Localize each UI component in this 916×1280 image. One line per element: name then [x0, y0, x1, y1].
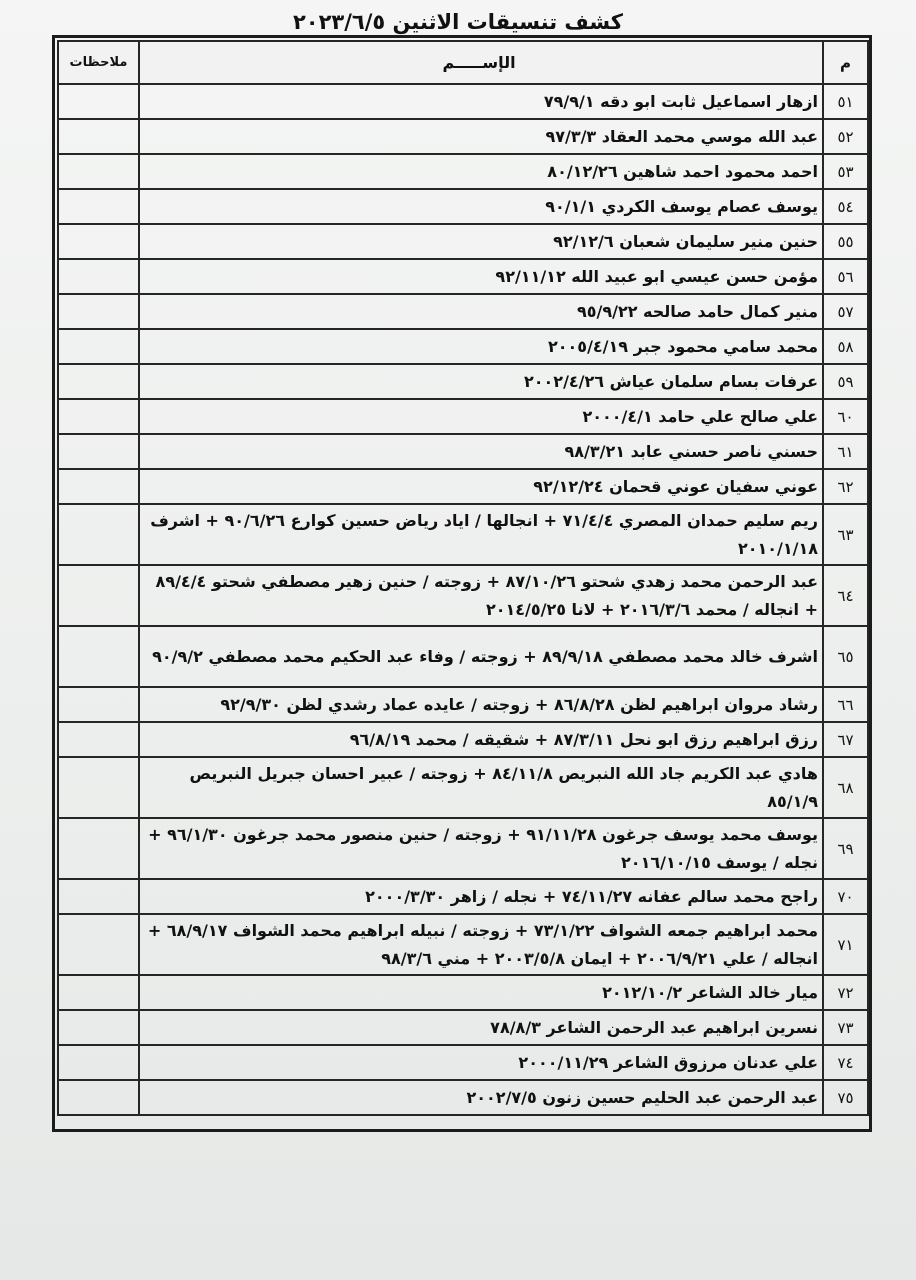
row-notes [58, 757, 139, 818]
row-name: حنين منير سليمان شعبان ٩٢/١٢/٦ [139, 224, 823, 259]
row-notes [58, 364, 139, 399]
row-notes [58, 329, 139, 364]
row-name: نسرين ابراهيم عبد الرحمن الشاعر ٧٨/٨/٣ [139, 1010, 823, 1045]
table-row [58, 626, 868, 687]
row-number: ٧٣ [823, 1010, 868, 1045]
header-name: الإســـــم [139, 41, 823, 84]
row-notes [58, 119, 139, 154]
table-row [58, 434, 868, 469]
row-notes [58, 84, 139, 119]
row-number: ٥١ [823, 84, 868, 119]
table-row [58, 1080, 868, 1115]
table-row [58, 294, 868, 329]
table-row [58, 364, 868, 399]
table-row [58, 84, 868, 119]
row-name: يوسف عصام يوسف الكردي ٩٠/١/١ [139, 189, 823, 224]
row-notes [58, 294, 139, 329]
row-name: ميار خالد الشاعر ٢٠١٢/١٠/٢ [139, 975, 823, 1010]
row-number: ٦٠ [823, 399, 868, 434]
row-name: علي عدنان مرزوق الشاعر ٢٠٠٠/١١/٢٩ [139, 1045, 823, 1080]
row-name: اشرف خالد محمد مصطفي ٨٩/٩/١٨ + زوجته / وفاء عبد الحكيم محمد مصطفي ٩٠/٩/٢ [139, 626, 823, 687]
row-number: ٥٥ [823, 224, 868, 259]
row-name: راجح محمد سالم عفانه ٧٤/١١/٢٧ + نجله / زاهر ٢٠٠٠/٣/٣٠ [139, 879, 823, 914]
row-notes [58, 914, 139, 975]
table-row [58, 818, 868, 879]
row-name: حسني ناصر حسني عابد ٩٨/٣/٢١ [139, 434, 823, 469]
row-notes [58, 189, 139, 224]
table-header-row [58, 41, 868, 84]
row-notes [58, 565, 139, 626]
table-row [58, 757, 868, 818]
table-row [58, 914, 868, 975]
row-notes [58, 879, 139, 914]
row-notes [58, 399, 139, 434]
row-notes [58, 722, 139, 757]
row-name: عرفات بسام سلمان عياش ٢٠٠٢/٤/٢٦ [139, 364, 823, 399]
row-name: رشاد مروان ابراهيم لظن ٨٦/٨/٢٨ + زوجته / عايده عماد رشدي لظن ٩٢/٩/٣٠ [139, 687, 823, 722]
row-notes [58, 687, 139, 722]
table-row [58, 1010, 868, 1045]
table-row [58, 399, 868, 434]
row-number: ٧١ [823, 914, 868, 975]
row-number: ٦٩ [823, 818, 868, 879]
table-row [58, 975, 868, 1010]
row-number: ٦٢ [823, 469, 868, 504]
row-number: ٦١ [823, 434, 868, 469]
table-row [58, 189, 868, 224]
row-name: عوني سفيان عوني قحمان ٩٢/١٢/٢٤ [139, 469, 823, 504]
header-notes: ملاحظات [58, 41, 139, 84]
page-title: كشف تنسيقات الاثنين ٢٠٢٣/٦/٥ [292, 10, 624, 34]
row-notes [58, 1045, 139, 1080]
row-number: ٥٩ [823, 364, 868, 399]
row-number: ٦٥ [823, 626, 868, 687]
row-name: علي صالح علي حامد ٢٠٠٠/٤/١ [139, 399, 823, 434]
table-row [58, 879, 868, 914]
header-num: م [823, 41, 868, 84]
row-name: عبد الرحمن محمد زهدي شحتو ٨٧/١٠/٢٦ + زوجته / حنين زهير مصطفي شحتو ٨٩/٤/٤ + انجاله / محمد ٢٠١٦/٣/٦ + لانا ٢٠١٤/٥/٢٥ [139, 565, 823, 626]
row-name: محمد سامي محمود جبر ٢٠٠٥/٤/١٩ [139, 329, 823, 364]
row-number: ٧٠ [823, 879, 868, 914]
table-row [58, 469, 868, 504]
list-table-frame [52, 35, 872, 1132]
row-name: منير كمال حامد صالحه ٩٥/٩/٢٢ [139, 294, 823, 329]
table-row [58, 259, 868, 294]
row-notes [58, 259, 139, 294]
row-number: ٥٤ [823, 189, 868, 224]
row-name: محمد ابراهيم جمعه الشواف ٧٣/١/٢٢ + زوجته / نبيله ابراهيم محمد الشواف ٦٨/٩/١٧ + انجاله / علي ٢٠٠٦/٩/٢١ + ايمان ٢٠٠٣/٥/٨ + مني ٩٨/٣/٦ [139, 914, 823, 975]
row-number: ٥٦ [823, 259, 868, 294]
row-number: ٥٢ [823, 119, 868, 154]
table-row [58, 329, 868, 364]
names-table [57, 40, 869, 1116]
row-name: يوسف محمد يوسف جرغون ٩١/١١/٢٨ + زوجته / حنين منصور محمد جرغون ٩٦/١/٣٠ + نجله / يوسف ٢٠١٦/١٠/١٥ [139, 818, 823, 879]
row-name: رزق ابراهيم رزق ابو نحل ٨٧/٣/١١ + شقيقه / محمد ٩٦/٨/١٩ [139, 722, 823, 757]
row-number: ٥٨ [823, 329, 868, 364]
row-notes [58, 975, 139, 1010]
row-name: عبد الله موسي محمد العقاد ٩٧/٣/٣ [139, 119, 823, 154]
table-row [58, 687, 868, 722]
row-name: هادي عبد الكريم جاد الله النبريص ٨٤/١١/٨ + زوجته / عبير احسان جبريل النبريص ٨٥/١/٩ [139, 757, 823, 818]
row-notes [58, 504, 139, 565]
row-number: ٧٥ [823, 1080, 868, 1115]
table-row [58, 565, 868, 626]
row-name: ازهار اسماعيل ثابت ابو دقه ٧٩/٩/١ [139, 84, 823, 119]
table-row [58, 722, 868, 757]
row-number: ٦٨ [823, 757, 868, 818]
table-row [58, 224, 868, 259]
row-notes [58, 626, 139, 687]
row-notes [58, 469, 139, 504]
row-number: ٧٢ [823, 975, 868, 1010]
row-number: ٦٣ [823, 504, 868, 565]
row-name: مؤمن حسن عيسي ابو عبيد الله ٩٢/١١/١٢ [139, 259, 823, 294]
row-number: ٥٣ [823, 154, 868, 189]
row-number: ٦٧ [823, 722, 868, 757]
row-name: ريم سليم حمدان المصري ٧١/٤/٤ + انجالها / اياد رياض حسين كوارع ٩٠/٦/٢٦ + اشرف ٢٠١٠/١/١٨ [139, 504, 823, 565]
row-notes [58, 154, 139, 189]
row-number: ٦٦ [823, 687, 868, 722]
table-row [58, 119, 868, 154]
row-notes [58, 434, 139, 469]
table-row [58, 504, 868, 565]
row-notes [58, 224, 139, 259]
row-number: ٥٧ [823, 294, 868, 329]
row-notes [58, 1010, 139, 1045]
row-name: احمد محمود احمد شاهين ٨٠/١٢/٢٦ [139, 154, 823, 189]
row-number: ٦٤ [823, 565, 868, 626]
row-notes [58, 1080, 139, 1115]
row-name: عبد الرحمن عبد الحليم حسين زنون ٢٠٠٢/٧/٥ [139, 1080, 823, 1115]
row-number: ٧٤ [823, 1045, 868, 1080]
table-row [58, 154, 868, 189]
row-notes [58, 818, 139, 879]
table-row [58, 1045, 868, 1080]
